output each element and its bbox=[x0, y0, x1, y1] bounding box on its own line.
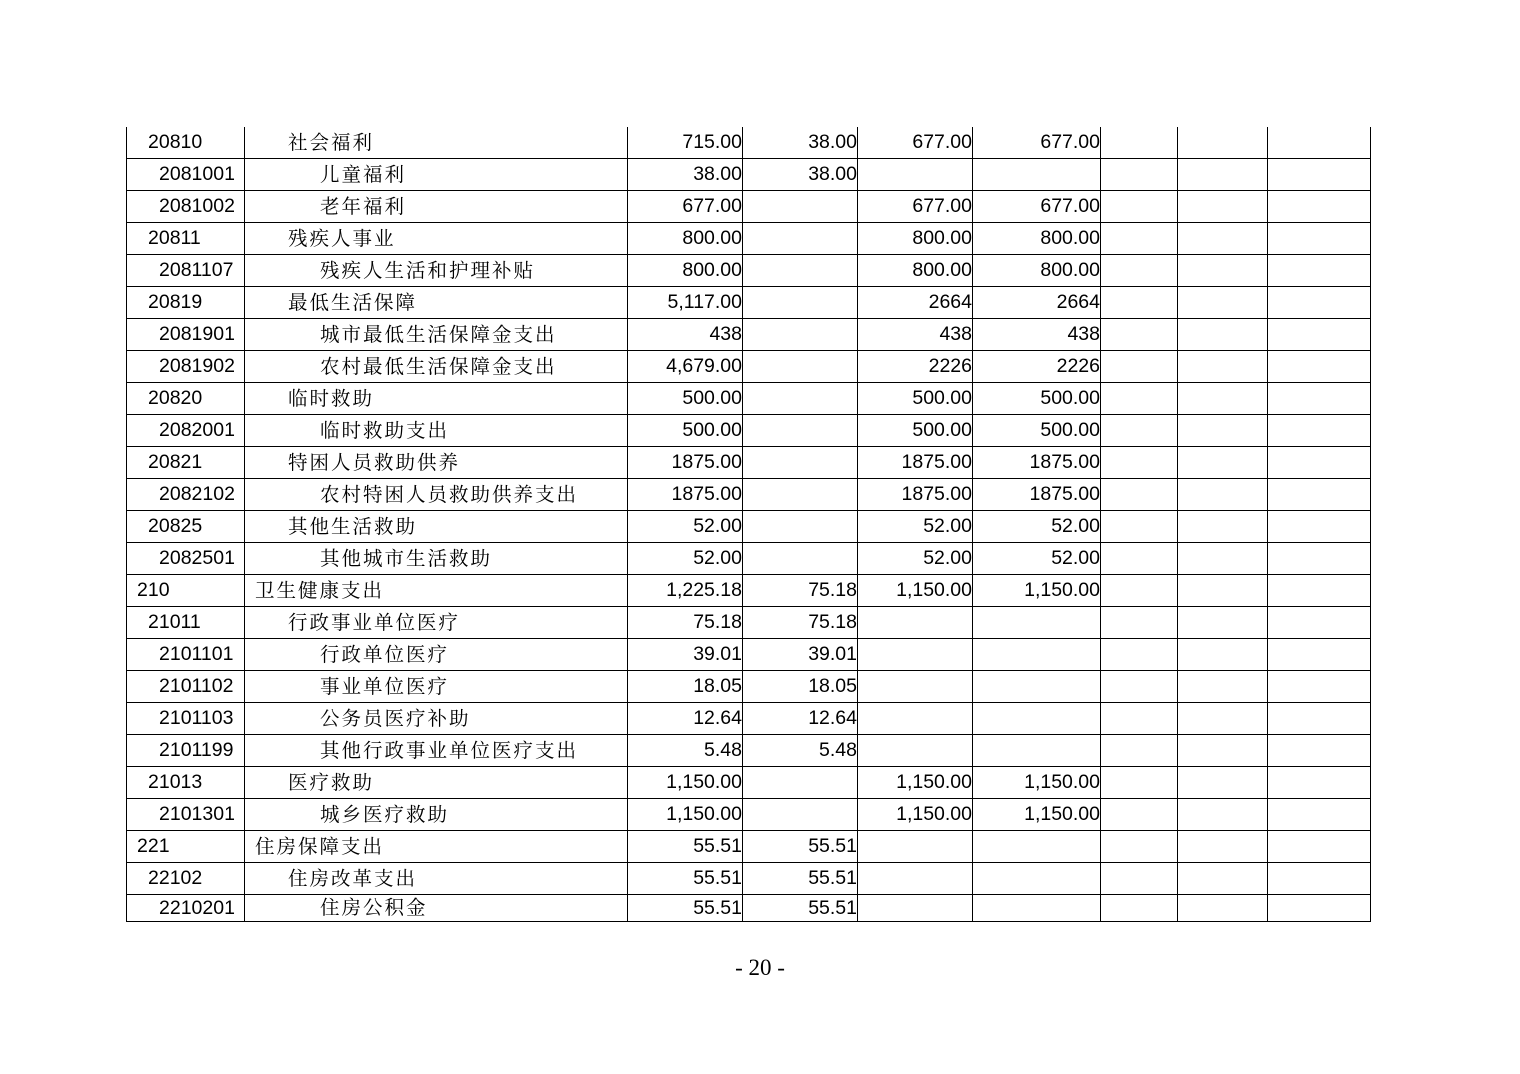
empty-cell bbox=[1101, 383, 1178, 415]
empty-cell bbox=[1178, 607, 1268, 639]
table-row bbox=[127, 191, 1371, 223]
subject-code-cell: 20810 bbox=[127, 127, 245, 159]
total-amount-cell: 5,117.00 bbox=[628, 287, 743, 319]
total-amount-cell: 1,225.18 bbox=[628, 575, 743, 607]
table-row bbox=[127, 287, 1371, 319]
table-row bbox=[127, 479, 1371, 511]
total-amount-cell: 18.05 bbox=[628, 671, 743, 703]
subject-code-cell: 2081107 bbox=[127, 255, 245, 287]
basic-expenditure-cell: 75.18 bbox=[743, 575, 858, 607]
empty-cell bbox=[1101, 479, 1178, 511]
project-subtotal-cell: 500.00 bbox=[973, 415, 1101, 447]
subject-name-cell: 最低生活保障 bbox=[245, 287, 628, 319]
project-expenditure-cell: 1,150.00 bbox=[858, 575, 973, 607]
project-expenditure-cell bbox=[858, 831, 973, 863]
subject-name-cell: 卫生健康支出 bbox=[245, 575, 628, 607]
empty-cell bbox=[1268, 351, 1371, 383]
subject-code-cell: 20821 bbox=[127, 447, 245, 479]
subject-name-cell: 残疾人生活和护理补贴 bbox=[245, 255, 628, 287]
project-subtotal-cell: 677.00 bbox=[973, 191, 1101, 223]
empty-cell bbox=[1178, 863, 1268, 895]
total-amount-cell: 1,150.00 bbox=[628, 767, 743, 799]
total-amount-cell: 1,150.00 bbox=[628, 799, 743, 831]
table-row bbox=[127, 159, 1371, 191]
empty-cell bbox=[1178, 447, 1268, 479]
empty-cell bbox=[1268, 767, 1371, 799]
empty-cell bbox=[1101, 863, 1178, 895]
subject-code-cell: 2210201 bbox=[127, 895, 245, 922]
total-amount-cell: 52.00 bbox=[628, 511, 743, 543]
total-amount-cell: 75.18 bbox=[628, 607, 743, 639]
empty-cell bbox=[1101, 319, 1178, 351]
subject-code-cell: 20811 bbox=[127, 223, 245, 255]
subject-name-cell: 老年福利 bbox=[245, 191, 628, 223]
subject-name-cell: 公务员医疗补助 bbox=[245, 703, 628, 735]
empty-cell bbox=[1178, 767, 1268, 799]
project-subtotal-cell: 52.00 bbox=[973, 511, 1101, 543]
empty-cell bbox=[1178, 127, 1268, 159]
total-amount-cell: 5.48 bbox=[628, 735, 743, 767]
subject-code-cell: 221 bbox=[127, 831, 245, 863]
project-expenditure-cell: 2226 bbox=[858, 351, 973, 383]
empty-cell bbox=[1101, 767, 1178, 799]
subject-code-cell: 210 bbox=[127, 575, 245, 607]
basic-expenditure-cell: 5.48 bbox=[743, 735, 858, 767]
total-amount-cell: 715.00 bbox=[628, 127, 743, 159]
basic-expenditure-cell bbox=[743, 287, 858, 319]
subject-code-cell: 2101103 bbox=[127, 703, 245, 735]
table-row bbox=[127, 863, 1371, 895]
empty-cell bbox=[1101, 191, 1178, 223]
subject-code-cell: 21011 bbox=[127, 607, 245, 639]
basic-expenditure-cell: 12.64 bbox=[743, 703, 858, 735]
empty-cell bbox=[1101, 511, 1178, 543]
empty-cell bbox=[1268, 575, 1371, 607]
project-expenditure-cell: 1,150.00 bbox=[858, 799, 973, 831]
project-expenditure-cell: 1875.00 bbox=[858, 447, 973, 479]
subject-name-cell: 医疗救助 bbox=[245, 767, 628, 799]
project-subtotal-cell: 500.00 bbox=[973, 383, 1101, 415]
project-expenditure-cell: 800.00 bbox=[858, 223, 973, 255]
empty-cell bbox=[1178, 799, 1268, 831]
total-amount-cell: 12.64 bbox=[628, 703, 743, 735]
empty-cell bbox=[1101, 735, 1178, 767]
project-subtotal-cell: 800.00 bbox=[973, 223, 1101, 255]
basic-expenditure-cell bbox=[743, 319, 858, 351]
empty-cell bbox=[1268, 447, 1371, 479]
table-row bbox=[127, 223, 1371, 255]
project-expenditure-cell: 52.00 bbox=[858, 543, 973, 575]
project-expenditure-cell: 800.00 bbox=[858, 255, 973, 287]
project-subtotal-cell bbox=[973, 735, 1101, 767]
basic-expenditure-cell bbox=[743, 543, 858, 575]
total-amount-cell: 55.51 bbox=[628, 863, 743, 895]
empty-cell bbox=[1268, 287, 1371, 319]
total-amount-cell: 1875.00 bbox=[628, 447, 743, 479]
subject-name-cell: 残疾人事业 bbox=[245, 223, 628, 255]
empty-cell bbox=[1178, 383, 1268, 415]
project-expenditure-cell: 52.00 bbox=[858, 511, 973, 543]
project-expenditure-cell: 500.00 bbox=[858, 415, 973, 447]
subject-code-cell: 2082102 bbox=[127, 479, 245, 511]
empty-cell bbox=[1268, 415, 1371, 447]
empty-cell bbox=[1178, 639, 1268, 671]
table-row bbox=[127, 415, 1371, 447]
project-subtotal-cell bbox=[973, 607, 1101, 639]
budget-expenditure-table bbox=[126, 127, 1371, 922]
subject-name-cell: 临时救助支出 bbox=[245, 415, 628, 447]
empty-cell bbox=[1268, 127, 1371, 159]
table-row bbox=[127, 127, 1371, 159]
empty-cell bbox=[1178, 543, 1268, 575]
total-amount-cell: 438 bbox=[628, 319, 743, 351]
subject-name-cell: 住房公积金 bbox=[245, 895, 628, 922]
subject-name-cell: 农村最低生活保障金支出 bbox=[245, 351, 628, 383]
total-amount-cell: 52.00 bbox=[628, 543, 743, 575]
basic-expenditure-cell bbox=[743, 511, 858, 543]
empty-cell bbox=[1101, 127, 1178, 159]
table-row bbox=[127, 447, 1371, 479]
table-row bbox=[127, 671, 1371, 703]
empty-cell bbox=[1178, 159, 1268, 191]
empty-cell bbox=[1178, 895, 1268, 922]
project-subtotal-cell: 1875.00 bbox=[973, 447, 1101, 479]
table-row bbox=[127, 767, 1371, 799]
subject-name-cell: 农村特困人员救助供养支出 bbox=[245, 479, 628, 511]
empty-cell bbox=[1178, 511, 1268, 543]
project-subtotal-cell: 1875.00 bbox=[973, 479, 1101, 511]
basic-expenditure-cell bbox=[743, 479, 858, 511]
basic-expenditure-cell bbox=[743, 415, 858, 447]
project-expenditure-cell bbox=[858, 639, 973, 671]
project-expenditure-cell: 1,150.00 bbox=[858, 767, 973, 799]
project-expenditure-cell: 677.00 bbox=[858, 127, 973, 159]
basic-expenditure-cell: 55.51 bbox=[743, 895, 858, 922]
subject-code-cell: 2101101 bbox=[127, 639, 245, 671]
subject-name-cell: 事业单位医疗 bbox=[245, 671, 628, 703]
empty-cell bbox=[1178, 191, 1268, 223]
empty-cell bbox=[1268, 735, 1371, 767]
table-row bbox=[127, 703, 1371, 735]
empty-cell bbox=[1268, 543, 1371, 575]
basic-expenditure-cell bbox=[743, 767, 858, 799]
subject-name-cell: 临时救助 bbox=[245, 383, 628, 415]
project-expenditure-cell bbox=[858, 735, 973, 767]
subject-code-cell: 2081901 bbox=[127, 319, 245, 351]
project-expenditure-cell: 500.00 bbox=[858, 383, 973, 415]
basic-expenditure-cell bbox=[743, 191, 858, 223]
subject-code-cell: 2101301 bbox=[127, 799, 245, 831]
empty-cell bbox=[1101, 703, 1178, 735]
total-amount-cell: 38.00 bbox=[628, 159, 743, 191]
basic-expenditure-cell: 75.18 bbox=[743, 607, 858, 639]
empty-cell bbox=[1268, 383, 1371, 415]
empty-cell bbox=[1178, 223, 1268, 255]
empty-cell bbox=[1178, 575, 1268, 607]
empty-cell bbox=[1101, 415, 1178, 447]
basic-expenditure-cell bbox=[743, 255, 858, 287]
basic-expenditure-cell bbox=[743, 799, 858, 831]
subject-code-cell: 2081902 bbox=[127, 351, 245, 383]
empty-cell bbox=[1178, 671, 1268, 703]
total-amount-cell: 500.00 bbox=[628, 383, 743, 415]
empty-cell bbox=[1101, 159, 1178, 191]
project-expenditure-cell bbox=[858, 703, 973, 735]
total-amount-cell: 800.00 bbox=[628, 255, 743, 287]
subject-code-cell: 2101199 bbox=[127, 735, 245, 767]
empty-cell bbox=[1178, 831, 1268, 863]
empty-cell bbox=[1268, 511, 1371, 543]
table-row bbox=[127, 831, 1371, 863]
project-subtotal-cell: 1,150.00 bbox=[973, 799, 1101, 831]
project-subtotal-cell: 438 bbox=[973, 319, 1101, 351]
total-amount-cell: 4,679.00 bbox=[628, 351, 743, 383]
table-row bbox=[127, 607, 1371, 639]
project-subtotal-cell bbox=[973, 895, 1101, 922]
subject-code-cell: 22102 bbox=[127, 863, 245, 895]
project-subtotal-cell: 2226 bbox=[973, 351, 1101, 383]
table-row bbox=[127, 639, 1371, 671]
empty-cell bbox=[1268, 319, 1371, 351]
empty-cell bbox=[1101, 575, 1178, 607]
table-row bbox=[127, 255, 1371, 287]
project-expenditure-cell: 677.00 bbox=[858, 191, 973, 223]
subject-code-cell: 20819 bbox=[127, 287, 245, 319]
page-number: - 20 - bbox=[735, 955, 785, 980]
subject-code-cell: 2081002 bbox=[127, 191, 245, 223]
empty-cell bbox=[1268, 639, 1371, 671]
empty-cell bbox=[1268, 895, 1371, 922]
empty-cell bbox=[1101, 607, 1178, 639]
project-subtotal-cell: 1,150.00 bbox=[973, 767, 1101, 799]
subject-name-cell: 儿童福利 bbox=[245, 159, 628, 191]
table-row bbox=[127, 895, 1371, 922]
subject-name-cell: 城市最低生活保障金支出 bbox=[245, 319, 628, 351]
project-subtotal-cell: 1,150.00 bbox=[973, 575, 1101, 607]
basic-expenditure-cell: 38.00 bbox=[743, 159, 858, 191]
subject-name-cell: 行政单位医疗 bbox=[245, 639, 628, 671]
empty-cell bbox=[1101, 223, 1178, 255]
subject-code-cell: 2101102 bbox=[127, 671, 245, 703]
project-subtotal-cell bbox=[973, 831, 1101, 863]
subject-code-cell: 21013 bbox=[127, 767, 245, 799]
empty-cell bbox=[1268, 703, 1371, 735]
subject-name-cell: 住房保障支出 bbox=[245, 831, 628, 863]
project-subtotal-cell: 52.00 bbox=[973, 543, 1101, 575]
total-amount-cell: 1875.00 bbox=[628, 479, 743, 511]
total-amount-cell: 677.00 bbox=[628, 191, 743, 223]
table-row bbox=[127, 575, 1371, 607]
total-amount-cell: 55.51 bbox=[628, 895, 743, 922]
empty-cell bbox=[1101, 671, 1178, 703]
table-row bbox=[127, 799, 1371, 831]
empty-cell bbox=[1178, 735, 1268, 767]
empty-cell bbox=[1268, 223, 1371, 255]
basic-expenditure-cell: 39.01 bbox=[743, 639, 858, 671]
subject-name-cell: 城乡医疗救助 bbox=[245, 799, 628, 831]
empty-cell bbox=[1101, 639, 1178, 671]
table-row bbox=[127, 735, 1371, 767]
basic-expenditure-cell: 55.51 bbox=[743, 863, 858, 895]
table-row bbox=[127, 543, 1371, 575]
empty-cell bbox=[1268, 255, 1371, 287]
project-subtotal-cell bbox=[973, 671, 1101, 703]
basic-expenditure-cell bbox=[743, 447, 858, 479]
empty-cell bbox=[1268, 607, 1371, 639]
table-row bbox=[127, 319, 1371, 351]
project-expenditure-cell bbox=[858, 895, 973, 922]
empty-cell bbox=[1178, 479, 1268, 511]
total-amount-cell: 39.01 bbox=[628, 639, 743, 671]
project-expenditure-cell bbox=[858, 863, 973, 895]
project-subtotal-cell: 800.00 bbox=[973, 255, 1101, 287]
project-subtotal-cell bbox=[973, 703, 1101, 735]
empty-cell bbox=[1268, 799, 1371, 831]
project-subtotal-cell bbox=[973, 863, 1101, 895]
project-expenditure-cell: 1875.00 bbox=[858, 479, 973, 511]
subject-code-cell: 2082001 bbox=[127, 415, 245, 447]
subject-name-cell: 其他城市生活救助 bbox=[245, 543, 628, 575]
table-body bbox=[127, 127, 1371, 922]
project-subtotal-cell bbox=[973, 159, 1101, 191]
subject-name-cell: 行政事业单位医疗 bbox=[245, 607, 628, 639]
empty-cell bbox=[1268, 191, 1371, 223]
subject-name-cell: 住房改革支出 bbox=[245, 863, 628, 895]
project-expenditure-cell bbox=[858, 159, 973, 191]
project-subtotal-cell: 677.00 bbox=[973, 127, 1101, 159]
empty-cell bbox=[1101, 895, 1178, 922]
project-expenditure-cell bbox=[858, 607, 973, 639]
empty-cell bbox=[1101, 447, 1178, 479]
empty-cell bbox=[1178, 351, 1268, 383]
subject-name-cell: 其他行政事业单位医疗支出 bbox=[245, 735, 628, 767]
subject-code-cell: 2081001 bbox=[127, 159, 245, 191]
subject-name-cell: 社会福利 bbox=[245, 127, 628, 159]
empty-cell bbox=[1268, 479, 1371, 511]
total-amount-cell: 800.00 bbox=[628, 223, 743, 255]
empty-cell bbox=[1178, 415, 1268, 447]
table-row bbox=[127, 383, 1371, 415]
basic-expenditure-cell bbox=[743, 383, 858, 415]
basic-expenditure-cell bbox=[743, 351, 858, 383]
subject-name-cell: 特困人员救助供养 bbox=[245, 447, 628, 479]
subject-code-cell: 20820 bbox=[127, 383, 245, 415]
basic-expenditure-cell: 55.51 bbox=[743, 831, 858, 863]
basic-expenditure-cell: 18.05 bbox=[743, 671, 858, 703]
empty-cell bbox=[1101, 543, 1178, 575]
basic-expenditure-cell: 38.00 bbox=[743, 127, 858, 159]
empty-cell bbox=[1268, 159, 1371, 191]
empty-cell bbox=[1101, 255, 1178, 287]
empty-cell bbox=[1178, 255, 1268, 287]
subject-code-cell: 20825 bbox=[127, 511, 245, 543]
empty-cell bbox=[1101, 799, 1178, 831]
subject-code-cell: 2082501 bbox=[127, 543, 245, 575]
project-expenditure-cell: 438 bbox=[858, 319, 973, 351]
basic-expenditure-cell bbox=[743, 223, 858, 255]
empty-cell bbox=[1178, 287, 1268, 319]
empty-cell bbox=[1268, 831, 1371, 863]
project-expenditure-cell bbox=[858, 671, 973, 703]
empty-cell bbox=[1101, 831, 1178, 863]
empty-cell bbox=[1178, 319, 1268, 351]
total-amount-cell: 55.51 bbox=[628, 831, 743, 863]
project-expenditure-cell: 2664 bbox=[858, 287, 973, 319]
empty-cell bbox=[1178, 703, 1268, 735]
project-subtotal-cell: 2664 bbox=[973, 287, 1101, 319]
table-row bbox=[127, 511, 1371, 543]
empty-cell bbox=[1101, 287, 1178, 319]
empty-cell bbox=[1101, 351, 1178, 383]
empty-cell bbox=[1268, 671, 1371, 703]
table-row bbox=[127, 351, 1371, 383]
project-subtotal-cell bbox=[973, 639, 1101, 671]
total-amount-cell: 500.00 bbox=[628, 415, 743, 447]
subject-name-cell: 其他生活救助 bbox=[245, 511, 628, 543]
empty-cell bbox=[1268, 863, 1371, 895]
